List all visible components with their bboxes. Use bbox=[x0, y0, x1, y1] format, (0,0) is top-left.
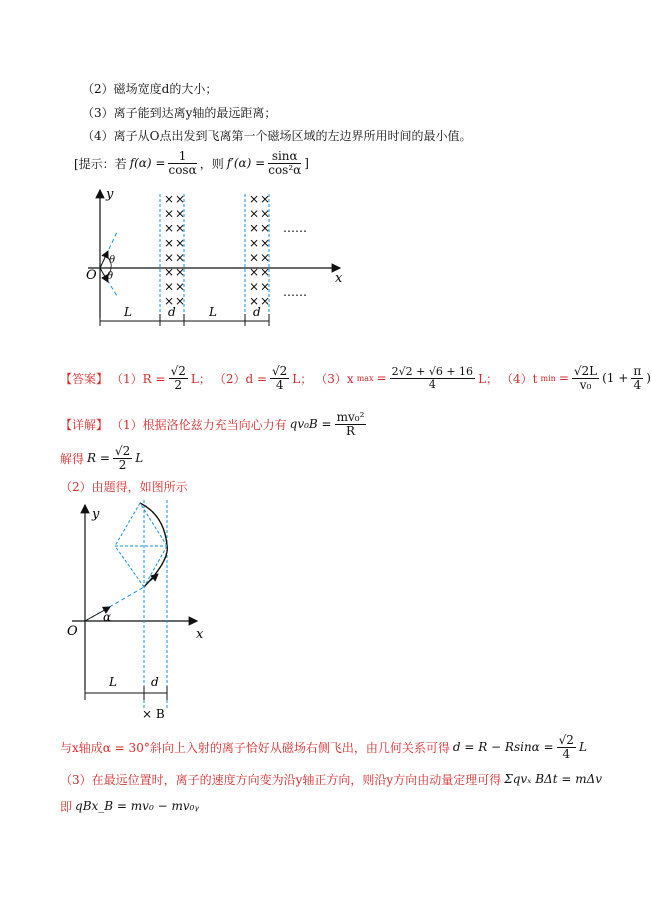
explain-l4-tail: L bbox=[578, 740, 587, 754]
field-cross: × bbox=[175, 192, 186, 206]
answer-p4-sub: min bbox=[540, 373, 556, 383]
field-cross: × bbox=[260, 206, 271, 221]
answer-p4-tail-b: ) bbox=[646, 371, 651, 385]
answer-p3-eq: = bbox=[376, 371, 387, 385]
angle-theta-1: θ bbox=[109, 255, 116, 266]
center-diag-down bbox=[144, 546, 167, 587]
angle-theta-2: θ bbox=[107, 271, 114, 282]
fig1-x-label: x bbox=[335, 271, 343, 286]
dim-d2: d bbox=[253, 305, 261, 319]
hint-fprime: f′(α) = bbox=[226, 156, 266, 170]
explain-l5: （3）在最远位置时，离子的速度方向变为沿y轴正方向，则沿y方向由动量定理可得 bbox=[60, 772, 502, 787]
field-cross: × bbox=[175, 235, 186, 250]
radius-to-exit bbox=[115, 546, 144, 587]
field-cross: × bbox=[164, 235, 175, 250]
answer-tag: 【答案】 bbox=[60, 371, 109, 386]
center-diag-up bbox=[140, 503, 167, 546]
fig1-origin: O bbox=[86, 268, 97, 283]
answer-p4-num: √2L bbox=[573, 363, 598, 378]
answer-p3-num: 2√2 + √6 + 16 bbox=[391, 364, 474, 378]
hint-prefix: [提示：若 bbox=[74, 156, 127, 171]
answer-p3-den: 4 bbox=[428, 377, 436, 391]
explain-line-5 bbox=[60, 768, 602, 790]
field-cross: × bbox=[260, 192, 271, 206]
explain-l2-tail: L bbox=[135, 451, 144, 465]
hint-mid: ，则 bbox=[199, 156, 224, 171]
field-cross: × bbox=[260, 221, 271, 236]
hint-den-1: cosα bbox=[168, 162, 197, 177]
explain-l2: 解得 bbox=[60, 451, 85, 466]
fig2-x-label: x bbox=[196, 627, 204, 642]
field-cross: × bbox=[164, 294, 175, 309]
explain-l1-eq: qv₀B = bbox=[289, 417, 332, 431]
field-cross: × bbox=[249, 221, 260, 236]
question-3: （3）离子能到达离y轴的最远距离； bbox=[82, 106, 277, 120]
fig2-dim-d: d bbox=[151, 675, 159, 689]
explain-l4-frac bbox=[557, 734, 576, 760]
fig1-y-label: y bbox=[106, 187, 114, 202]
explain-l1-den: R bbox=[345, 423, 356, 438]
field-cross: × bbox=[249, 265, 260, 279]
field-cross: × bbox=[164, 265, 175, 279]
field-cross: × bbox=[260, 279, 271, 294]
explain-l4-num: √2 bbox=[558, 732, 574, 747]
explain-l1-num: mv₀² bbox=[336, 409, 365, 424]
answer-p3-tail: L； bbox=[478, 371, 499, 386]
hint-suffix: ] bbox=[304, 156, 309, 170]
field-cross: × bbox=[164, 192, 175, 206]
field-cross: × bbox=[175, 265, 186, 279]
answer-p2-tail: L； bbox=[292, 371, 313, 386]
explain-line-6 bbox=[60, 795, 199, 817]
explain-line-3: （2）由题得，如图所示 bbox=[60, 480, 188, 494]
field-cross: × bbox=[249, 294, 260, 309]
question-2: （2）磁场宽度d的大小； bbox=[82, 82, 218, 96]
field-cross: × bbox=[164, 221, 175, 236]
field-cross: × bbox=[260, 294, 271, 309]
answer-p2-num: √2 bbox=[272, 363, 288, 378]
explain-l6: 即 bbox=[60, 799, 73, 814]
field-cross: × bbox=[175, 294, 186, 309]
hint-den-2: cos²α bbox=[268, 162, 302, 177]
field-cross: × bbox=[164, 206, 175, 221]
field-cross: × bbox=[260, 235, 271, 250]
dots-upper: …… bbox=[283, 221, 307, 235]
answer-p2-den: 4 bbox=[275, 377, 284, 392]
answer-p4-pi: π bbox=[633, 363, 642, 378]
answer-p1-num: √2 bbox=[170, 363, 186, 378]
explain-l4-eq: d = R − Rsinα = bbox=[452, 740, 554, 754]
dots-lower: …… bbox=[283, 285, 307, 299]
explain-l4-den: 4 bbox=[562, 746, 571, 761]
answer-p4: （4）t bbox=[501, 371, 538, 386]
hint-num-2: sinα bbox=[268, 150, 301, 164]
dim-L2: L bbox=[209, 305, 217, 319]
answer-p1-tail: L； bbox=[190, 371, 211, 386]
field-cross: × bbox=[164, 279, 175, 294]
field-cross: × bbox=[175, 206, 186, 221]
answer-p4-tail-a: (1 + bbox=[602, 371, 629, 385]
answer-p1: （1）R = bbox=[111, 371, 166, 386]
field-cross: × bbox=[249, 279, 260, 294]
explain-l2-den: 2 bbox=[118, 457, 127, 472]
explain-l2-num: √2 bbox=[114, 443, 131, 458]
explain-tag: 【详解】 bbox=[60, 417, 109, 432]
explain-l5-eq: Σqvₓ BΔt = mΔv bbox=[504, 772, 603, 786]
dim-L1: L bbox=[124, 305, 132, 319]
explain-l4: 与x轴成α = 30°斜向上入射的离子恰好从磁场右侧飞出，由几何关系可得 bbox=[60, 740, 450, 755]
field-cross: × bbox=[260, 265, 271, 279]
answer-p3-sub: max bbox=[356, 373, 374, 383]
explain-l6-eq: qBx_B = mv₀ − mv₀ᵧ bbox=[75, 799, 199, 813]
field-cross: × bbox=[175, 221, 186, 236]
answer-p4-den: v₀ bbox=[579, 377, 592, 392]
explain-line-4 bbox=[60, 730, 587, 764]
field-cross: × bbox=[249, 250, 260, 265]
fig2-dim-L: L bbox=[109, 675, 117, 689]
answer-p4-eq: = bbox=[558, 371, 569, 385]
field-cross: × bbox=[175, 250, 186, 265]
dim-d1: d bbox=[168, 305, 176, 319]
fig2-angle: α bbox=[103, 610, 112, 624]
answer-p1-den: 2 bbox=[174, 377, 183, 392]
explain-l2-eq: R = bbox=[87, 451, 110, 465]
radius-top bbox=[115, 503, 140, 546]
answer-p3: （3）x bbox=[315, 371, 354, 386]
answer-p2: （2）d = bbox=[213, 371, 268, 386]
field-cross: × bbox=[249, 206, 260, 221]
fig2-origin: O bbox=[67, 624, 78, 639]
field-cross: × bbox=[260, 250, 271, 265]
field-cross: × bbox=[249, 192, 260, 206]
field-cross: × bbox=[164, 250, 175, 265]
fig2-field-label: × B bbox=[142, 707, 165, 721]
field-cross: × bbox=[175, 279, 186, 294]
fig2-y-label: y bbox=[92, 507, 100, 522]
hint-f: f(α) = bbox=[129, 156, 166, 170]
question-4: （4）离子从O点出发到飞离第一个磁场区域的左边界所用时间的最小值。 bbox=[82, 129, 472, 143]
field-cross: × bbox=[249, 235, 260, 250]
explain-l1: （1）根据洛伦兹力充当向心力有 bbox=[111, 417, 287, 432]
answer-p4-pi-den: 4 bbox=[633, 377, 642, 392]
hint-num-1: 1 bbox=[168, 150, 196, 164]
